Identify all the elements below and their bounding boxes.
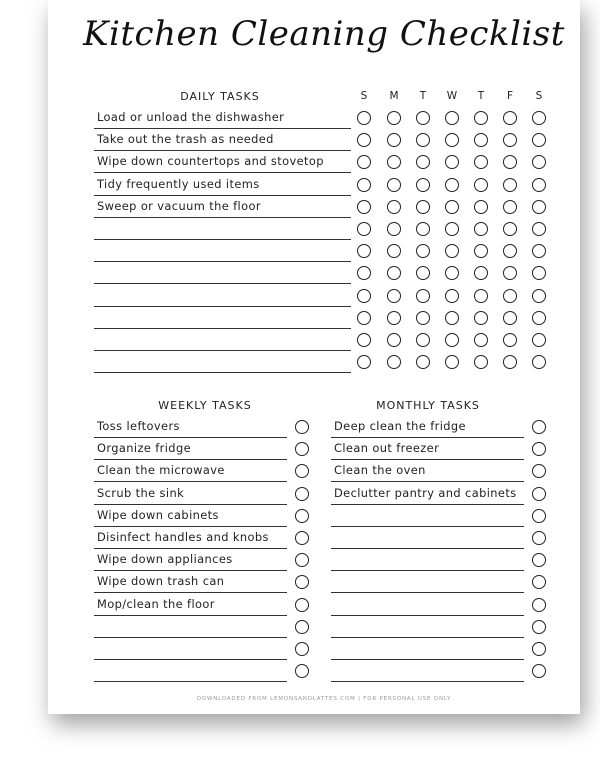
daily-checkbox[interactable]	[503, 333, 517, 347]
daily-checkbox[interactable]	[532, 289, 546, 303]
daily-checkbox[interactable]	[503, 289, 517, 303]
weekly-checkbox[interactable]	[295, 620, 309, 634]
daily-checkbox[interactable]	[357, 111, 371, 125]
daily-checkbox[interactable]	[357, 333, 371, 347]
daily-checkbox[interactable]	[416, 311, 430, 325]
monthly-task-row[interactable]	[331, 571, 524, 593]
daily-task-row[interactable]	[94, 240, 351, 262]
day-header: S	[360, 90, 368, 102]
daily-checkbox[interactable]	[503, 111, 517, 125]
daily-checkbox[interactable]	[474, 178, 488, 192]
day-header: W	[446, 90, 458, 102]
daily-checkbox[interactable]	[532, 111, 546, 125]
daily-checkbox[interactable]	[357, 289, 371, 303]
daily-tasks-heading: DAILY TASKS	[180, 90, 260, 103]
daily-checkbox[interactable]	[416, 111, 430, 125]
monthly-task-row[interactable]: Declutter pantry and cabinets	[331, 483, 524, 505]
daily-checkbox[interactable]	[357, 222, 371, 236]
daily-checkbox[interactable]	[503, 200, 517, 214]
monthly-task-row[interactable]	[331, 594, 524, 616]
day-header: T	[419, 90, 427, 102]
daily-checkbox[interactable]	[387, 333, 401, 347]
day-header: T	[477, 90, 485, 102]
daily-checkbox[interactable]	[503, 178, 517, 192]
daily-checkbox[interactable]	[416, 222, 430, 236]
daily-checkbox[interactable]	[445, 289, 459, 303]
daily-task-row[interactable]: Take out the trash as needed	[94, 129, 351, 151]
page-title: Kitchen Cleaning Checklist	[83, 14, 565, 54]
daily-task-row[interactable]: Sweep or vacuum the floor	[94, 196, 351, 218]
day-header: M	[389, 90, 399, 102]
day-header: F	[506, 90, 514, 102]
daily-task-row[interactable]	[94, 218, 351, 240]
daily-task-row[interactable]	[94, 307, 351, 329]
daily-checkbox[interactable]	[445, 222, 459, 236]
weekly-checkbox[interactable]	[295, 642, 309, 656]
monthly-task-row[interactable]: Deep clean the fridge	[331, 416, 524, 438]
daily-checkbox[interactable]	[532, 333, 546, 347]
monthly-checkbox[interactable]	[532, 420, 546, 434]
daily-checkbox[interactable]	[532, 200, 546, 214]
daily-checkbox[interactable]	[474, 111, 488, 125]
monthly-checkbox[interactable]	[532, 509, 546, 523]
daily-checkbox[interactable]	[387, 222, 401, 236]
daily-checkbox[interactable]	[503, 311, 517, 325]
daily-checkbox[interactable]	[474, 333, 488, 347]
weekly-task-row[interactable]: Wipe down cabinets	[94, 505, 287, 527]
daily-checkbox[interactable]	[416, 178, 430, 192]
weekly-task-row[interactable]: Organize fridge	[94, 438, 287, 460]
footer-note: DOWNLOADED FROM LEMONSANDLATTES.COM | FOR PERSONAL USE ONLY	[196, 696, 452, 702]
daily-checkbox[interactable]	[474, 222, 488, 236]
daily-task-row[interactable]	[94, 285, 351, 307]
daily-task-row[interactable]: Tidy frequently used items	[94, 174, 351, 196]
monthly-task-row[interactable]: Clean the oven	[331, 460, 524, 482]
daily-task-row[interactable]: Load or unload the dishwasher	[94, 107, 351, 129]
daily-checkbox[interactable]	[416, 333, 430, 347]
weekly-task-row[interactable]	[94, 616, 287, 638]
daily-checkbox[interactable]	[387, 200, 401, 214]
daily-task-row[interactable]	[94, 262, 351, 284]
weekly-task-row[interactable]: Scrub the sink	[94, 483, 287, 505]
weekly-checkbox[interactable]	[295, 531, 309, 545]
daily-checkbox[interactable]	[357, 178, 371, 192]
weekly-checkbox[interactable]	[295, 487, 309, 501]
weekly-task-row[interactable]: Wipe down trash can	[94, 571, 287, 593]
daily-checkbox[interactable]	[387, 311, 401, 325]
weekly-checkbox[interactable]	[295, 598, 309, 612]
weekly-checkbox[interactable]	[295, 509, 309, 523]
monthly-checkbox[interactable]	[532, 642, 546, 656]
weekly-task-row[interactable]: Clean the microwave	[94, 460, 287, 482]
monthly-checkbox[interactable]	[532, 620, 546, 634]
daily-checkbox[interactable]	[445, 178, 459, 192]
weekly-task-row[interactable]: Disinfect handles and knobs	[94, 527, 287, 549]
daily-task-row[interactable]	[94, 329, 351, 351]
monthly-task-row[interactable]	[331, 549, 524, 571]
monthly-task-row[interactable]: Clean out freezer	[331, 438, 524, 460]
weekly-task-row[interactable]: Toss leftovers	[94, 416, 287, 438]
daily-checkbox[interactable]	[445, 111, 459, 125]
weekly-task-row[interactable]	[94, 638, 287, 660]
daily-checkbox[interactable]	[532, 222, 546, 236]
daily-checkbox[interactable]	[357, 311, 371, 325]
daily-checkbox[interactable]	[445, 333, 459, 347]
monthly-task-row[interactable]	[331, 527, 524, 549]
daily-checkbox[interactable]	[474, 289, 488, 303]
daily-task-row[interactable]: Wipe down countertops and stovetop	[94, 151, 351, 173]
weekly-tasks-heading: WEEKLY TASKS	[158, 399, 252, 412]
daily-checkbox[interactable]	[532, 311, 546, 325]
daily-task-row[interactable]	[94, 351, 351, 373]
daily-checkbox[interactable]	[474, 311, 488, 325]
daily-checkbox[interactable]	[357, 200, 371, 214]
monthly-task-row[interactable]	[331, 638, 524, 660]
daily-checkbox[interactable]	[387, 111, 401, 125]
weekly-task-row[interactable]	[94, 660, 287, 682]
monthly-tasks-heading: MONTHLY TASKS	[376, 399, 480, 412]
daily-checkbox[interactable]	[387, 289, 401, 303]
monthly-checkbox[interactable]	[532, 598, 546, 612]
monthly-checkbox[interactable]	[532, 487, 546, 501]
daily-checkbox[interactable]	[532, 178, 546, 192]
day-header: S	[535, 90, 543, 102]
weekly-task-row[interactable]: Mop/clean the floor	[94, 594, 287, 616]
daily-checkbox[interactable]	[445, 200, 459, 214]
weekly-task-row[interactable]: Wipe down appliances	[94, 549, 287, 571]
daily-checkbox[interactable]	[445, 311, 459, 325]
daily-checkbox[interactable]	[474, 200, 488, 214]
daily-checkbox[interactable]	[503, 222, 517, 236]
daily-checkbox[interactable]	[416, 200, 430, 214]
monthly-task-row[interactable]	[331, 616, 524, 638]
monthly-checkbox[interactable]	[532, 531, 546, 545]
daily-checkbox[interactable]	[387, 178, 401, 192]
monthly-task-row[interactable]	[331, 660, 524, 682]
weekly-checkbox[interactable]	[295, 420, 309, 434]
daily-checkbox[interactable]	[416, 289, 430, 303]
monthly-task-row[interactable]	[331, 505, 524, 527]
